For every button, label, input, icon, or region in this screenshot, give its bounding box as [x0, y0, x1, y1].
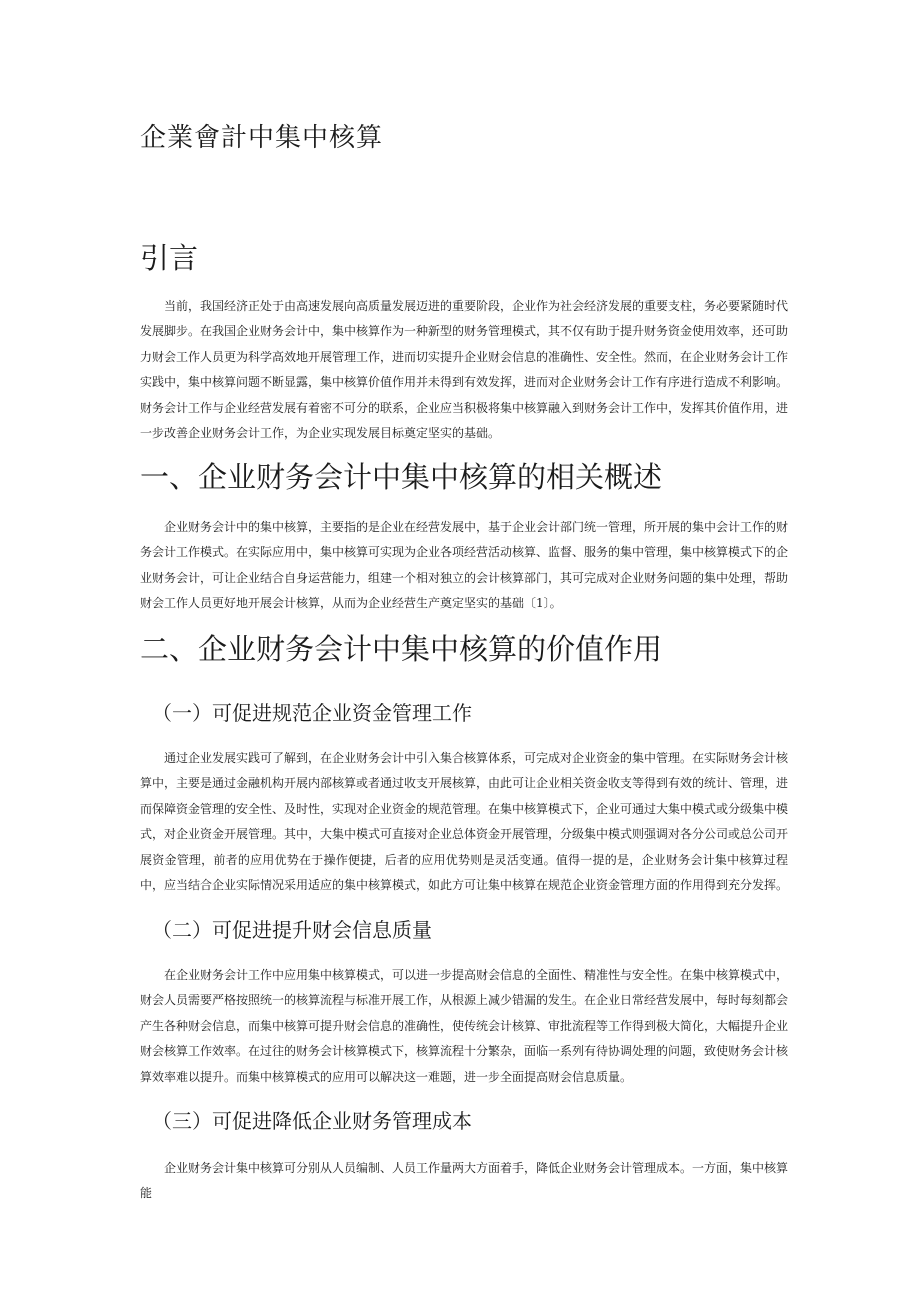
section-heading-1: 一、企业财务会计中集中核算的相关概述 [140, 460, 663, 494]
subsection-2-2-paragraph: 在企业财务会计工作中应用集中核算模式，可以进一步提高财会信息的全面性、精准性与安全性。在集中核算模式中，财会人员需要严格按照统一的核算流程与标准开展工作，从根源上减少错漏的发生。在企业日常经营发展中，每时每刻都会产生各种财会信息，而集中核算可提升财会信息的准确性，使传统会计核算、审批流程等工作得到极大简化，大幅提升企业财会核算工作效率。在过往的财务会计核算模式下，核算流程十分繁杂，面临一系列有待协调处理的问题，致使财务会计核算效率难以提升。而集中核算模式的应用可以解决这一难题，进一步全面提高财会信息质量。 [140, 968, 789, 1084]
section-heading-intro: 引言 [140, 241, 199, 275]
section-1-paragraph: 企业财务会计中的集中核算，主要指的是企业在经营发展中，基于企业会计部门统一管理，所开展的集中会计工作的财务会计工作模式。在实际应用中，集中核算可实现为企业各项经营活动核算、监督、服务的集中管理，集中核算模式下的企业财务会计，可让企业结合自身运营能力，组建一个相对独立的会计核算部门，其可完成对企业财务问题的集中处理，帮助财会工作人员更好地开展会计核算，从而为企业经营生产奠定坚实的基础〔1〕。 [140, 520, 789, 611]
document-title: 企業會計中集中核算 [140, 123, 384, 153]
subsection-heading-2-1: （一）可促进规范企业资金管理工作 [152, 701, 472, 725]
subsection-heading-2-2: （二）可促进提升财会信息质量 [152, 918, 432, 942]
subsection-2-3-paragraph: 企业财务会计集中核算可分别从人员编制、人员工作量两大方面着手，降低企业财务会计管理成本。一方面，集中核算能 [140, 1161, 789, 1201]
subsection-heading-2-3: （三）可促进降低企业财务管理成本 [152, 1109, 472, 1133]
section-heading-2: 二、企业财务会计中集中核算的价值作用 [140, 632, 663, 666]
subsection-2-1-paragraph: 通过企业发展实践可了解到，在企业财务会计中引入集合核算体系，可完成对企业资金的集中管理。在实际财务会计核算中，主要是通过金融机构开展内部核算或者通过收支开展核算，由此可让企业相关资金收支等得到有效的统计、管理，进而保障资金管理的安全性、及时性，实现对企业资金的规范管理。在集中核算模式下，企业可通过大集中模式或分级集中模式，对企业资金开展管理。其中，大集中模式可直接对企业总体资金开展管理，分级集中模式则强调对各分公司或总公司开展资金管理，前者的应用优势在于操作便捷，后者的应用优势则是灵活变通。值得一提的是，企业财务会计集中核算过程中，应当结合企业实际情况采用适应的集中核算模式，如此方可让集中核算在规范企业资金管理方面的作用得到充分发挥。 [140, 751, 789, 893]
intro-paragraph: 当前，我国经济正处于由高速发展向高质量发展迈进的重要阶段，企业作为社会经济发展的重要支柱，务必要紧随时代发展脚步。在我国企业财务会计中，集中核算作为一种新型的财务管理模式，其不仅有助于提升财务资金使用效率，还可助力财会工作人员更为科学高效地开展管理工作，进而切实提升企业财会信息的准确性、安全性。然而，在企业财务会计工作实践中，集中核算问题不断显露，集中核算价值作用并未得到有效发挥，进而对企业财务会计工作有序进行造成不利影响。财务会计工作与企业经营发展有着密不可分的联系，企业应当积极将集中核算融入到财务会计工作中，发挥其价值作用，进一步改善企业财务会计工作，为企业实现发展目标奠定坚实的基础。 [140, 299, 789, 441]
